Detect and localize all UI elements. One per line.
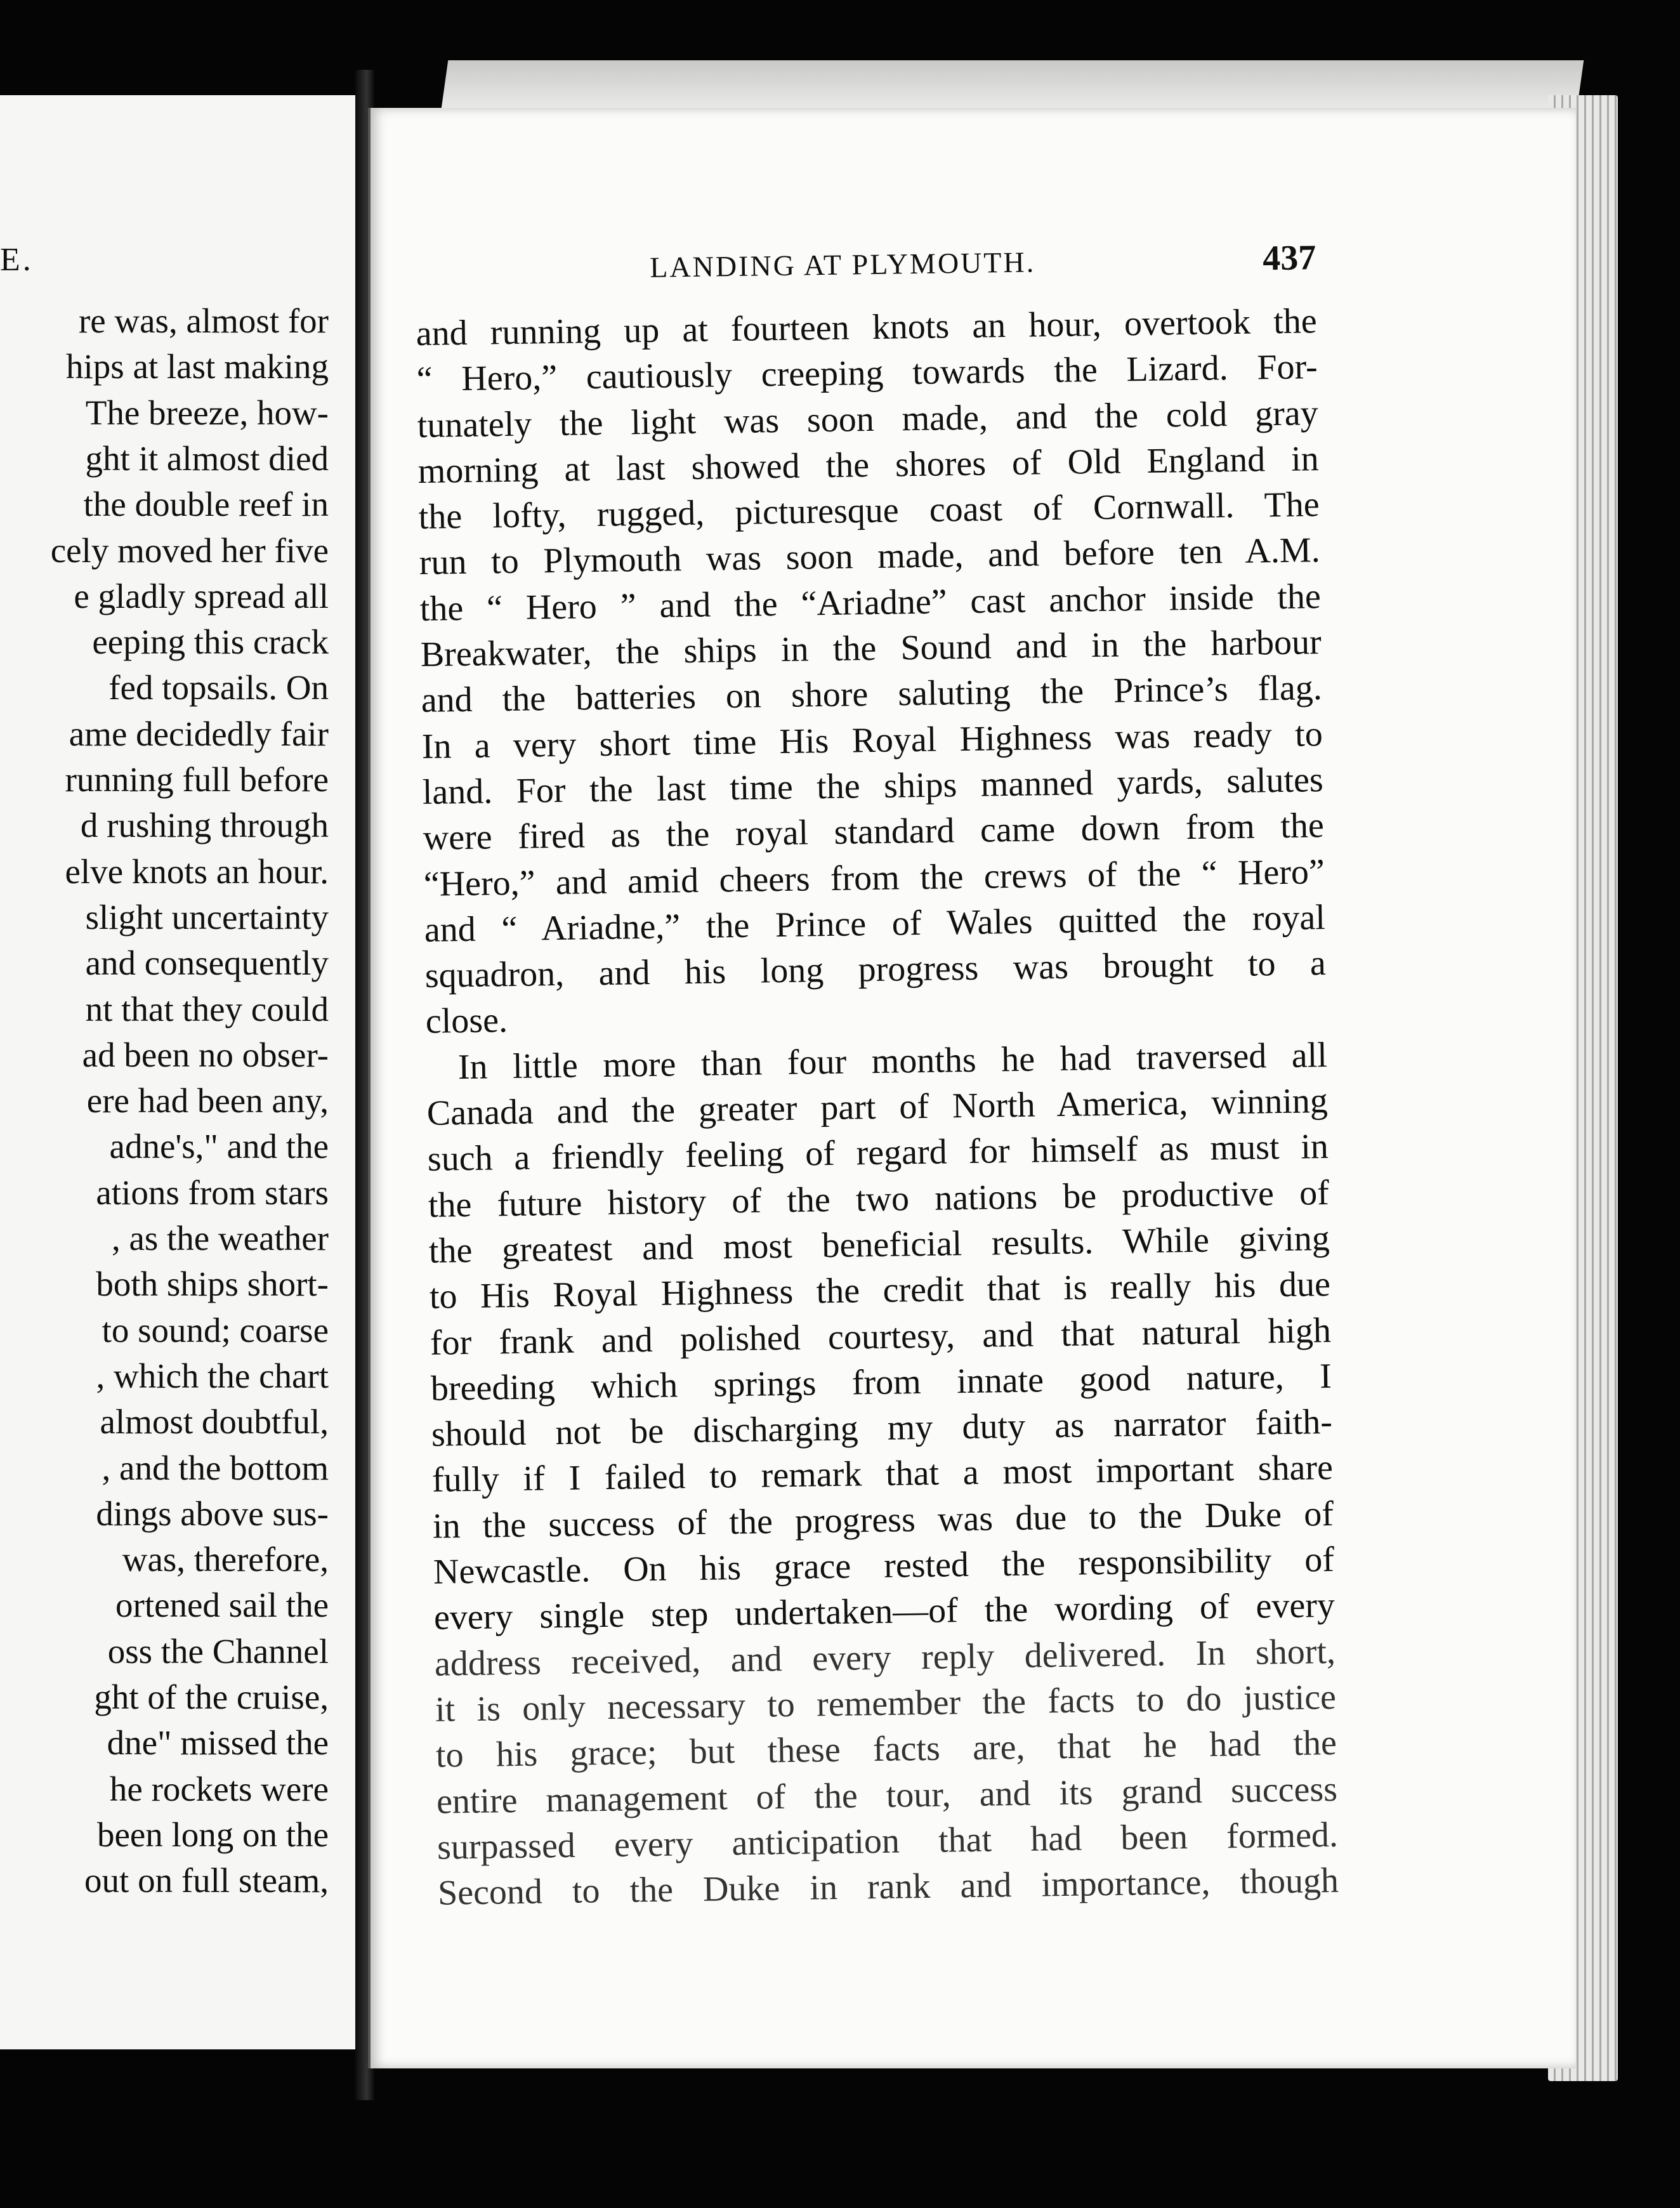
- text-line: and the batteries on shore saluting the Prince’s flag.: [421, 668, 1323, 721]
- left-page-line: and consequently: [85, 943, 329, 983]
- text-line: Second to the Duke in rank and importance, though: [437, 1861, 1339, 1913]
- left-page-line: ations from stars: [96, 1173, 329, 1212]
- text-line: it is only necessary to remember the facts to do justice: [435, 1677, 1337, 1730]
- left-page-line: ortened sail the: [115, 1586, 329, 1625]
- left-page-line: , and the bottom: [102, 1448, 329, 1487]
- left-page-line: ame decidedly fair: [69, 714, 329, 753]
- left-page-line: running full before: [65, 760, 329, 799]
- left-page-line: he rockets were: [109, 1769, 329, 1808]
- text-line: Newcastle. On his grace rested the responsibility of: [433, 1539, 1335, 1592]
- left-page-line: e gladly spread all: [74, 576, 329, 615]
- text-line: were fired as the royal standard came down from the: [423, 806, 1325, 858]
- text-line: to His Royal Highness the credit that is really his due: [429, 1265, 1331, 1317]
- left-page-line: both ships short-: [96, 1265, 329, 1304]
- text-line: surpassed every anticipation that had been formed.: [436, 1815, 1339, 1867]
- left-page-line: ad been no obser-: [82, 1035, 329, 1074]
- left-page-line: almost doubtful,: [100, 1402, 329, 1442]
- left-page-line: slight uncertainty: [85, 897, 329, 936]
- text-line: “ Hero,” cautiously creeping towards the Lizard. For-: [416, 347, 1318, 400]
- text-line: and running up at fourteen knots an hour, overtook the: [416, 301, 1318, 353]
- text-line: “Hero,” and amid cheers from the crews of the “ Hero”: [423, 851, 1325, 904]
- left-page-line: been long on the: [96, 1815, 329, 1854]
- left-page-line: dings above sus-: [96, 1494, 329, 1533]
- running-title: LANDING AT PLYMOUTH.: [649, 246, 1036, 284]
- page-text-block: [415, 238, 1339, 1916]
- text-line: entire management of the tour, and its grand success: [436, 1769, 1338, 1822]
- left-page-line: out on full steam,: [84, 1861, 329, 1900]
- left-page-line: nt that they could: [85, 989, 329, 1028]
- text-line: run to Plymouth was soon made, and before ten A.M.: [419, 530, 1321, 583]
- left-page-line: The breeze, how-: [85, 393, 329, 432]
- left-page-line: cely moved her five: [50, 530, 329, 570]
- text-line: squadron, and his long progress was brought to a: [424, 943, 1327, 996]
- left-page: [0, 95, 359, 2049]
- body-text: [416, 298, 1339, 1916]
- text-line: the future history of the two nations be productive of: [428, 1173, 1330, 1225]
- left-page-line: was, therefore,: [122, 1540, 329, 1579]
- page-number: 437: [1262, 238, 1316, 279]
- text-line: morning at last showed the shores of Old England in: [417, 439, 1320, 491]
- text-line: fully if I failed to remark that a most important share: [431, 1448, 1334, 1501]
- text-line: for frank and polished courtesy, and that natural high: [430, 1310, 1332, 1363]
- text-line: breeding which springs from innate good nature, I: [430, 1356, 1332, 1409]
- text-line: to his grace; but these facts are, that he had the: [435, 1723, 1337, 1775]
- left-page-line: to sound; coarse: [102, 1310, 329, 1350]
- left-page-line: hips at last making: [66, 347, 329, 386]
- left-page-line: elve knots an hour.: [65, 851, 329, 891]
- left-page-line: the double reef in: [83, 485, 329, 524]
- text-line: and “ Ariadne,” the Prince of Wales quitted the royal: [424, 897, 1326, 950]
- left-running-head: E.: [0, 242, 34, 278]
- text-line: every single step undertaken—of the wording of every: [433, 1586, 1335, 1638]
- left-page-line: oss the Channel: [107, 1631, 329, 1671]
- left-page-line: ght it almost died: [85, 438, 329, 478]
- text-line: the greatest and most beneficial results. While giving: [428, 1218, 1330, 1271]
- text-line: In a very short time His Royal Highness was ready to: [421, 714, 1323, 766]
- text-line: Canada and the greater part of North America, winning: [426, 1081, 1329, 1133]
- left-page-line: fed topsails. On: [108, 668, 329, 707]
- left-page-line: ere had been any,: [86, 1081, 329, 1120]
- text-line: close.: [425, 1001, 508, 1042]
- text-line: such a friendly feeling of regard for himself as must in: [427, 1127, 1329, 1180]
- text-line: In little more than four months he had traversed all: [457, 1035, 1328, 1087]
- left-page-line: , as the weather: [111, 1219, 329, 1258]
- left-page-line: adne's," and the: [109, 1127, 329, 1166]
- left-page-line: dne" missed the: [107, 1723, 329, 1763]
- text-line: in the success of the progress was due to the Duke of: [432, 1494, 1334, 1546]
- left-page-line: , which the chart: [96, 1356, 329, 1395]
- text-line: Breakwater, the ships in the Sound and in the harbour: [420, 622, 1322, 675]
- text-line: tunately the light was soon made, and the cold gray: [417, 393, 1319, 445]
- left-page-line: d rushing through: [80, 806, 329, 845]
- text-line: should not be discharging my duty as narrator faith-: [431, 1402, 1333, 1454]
- text-line: address received, and every reply delivered. In short,: [434, 1631, 1336, 1684]
- right-page: [368, 108, 1576, 2068]
- left-page-line: re was, almost for: [78, 301, 329, 340]
- left-page-line: ght of the cruise,: [94, 1678, 329, 1716]
- left-page-line: eeping this crack: [92, 622, 329, 662]
- text-line: the lofty, rugged, picturesque coast of Cornwall. The: [418, 485, 1320, 537]
- text-line: land. For the last time the ships manned yards, salutes: [422, 760, 1324, 812]
- text-line: the “ Hero ” and the “Ariadne” cast anchor inside the: [419, 576, 1322, 629]
